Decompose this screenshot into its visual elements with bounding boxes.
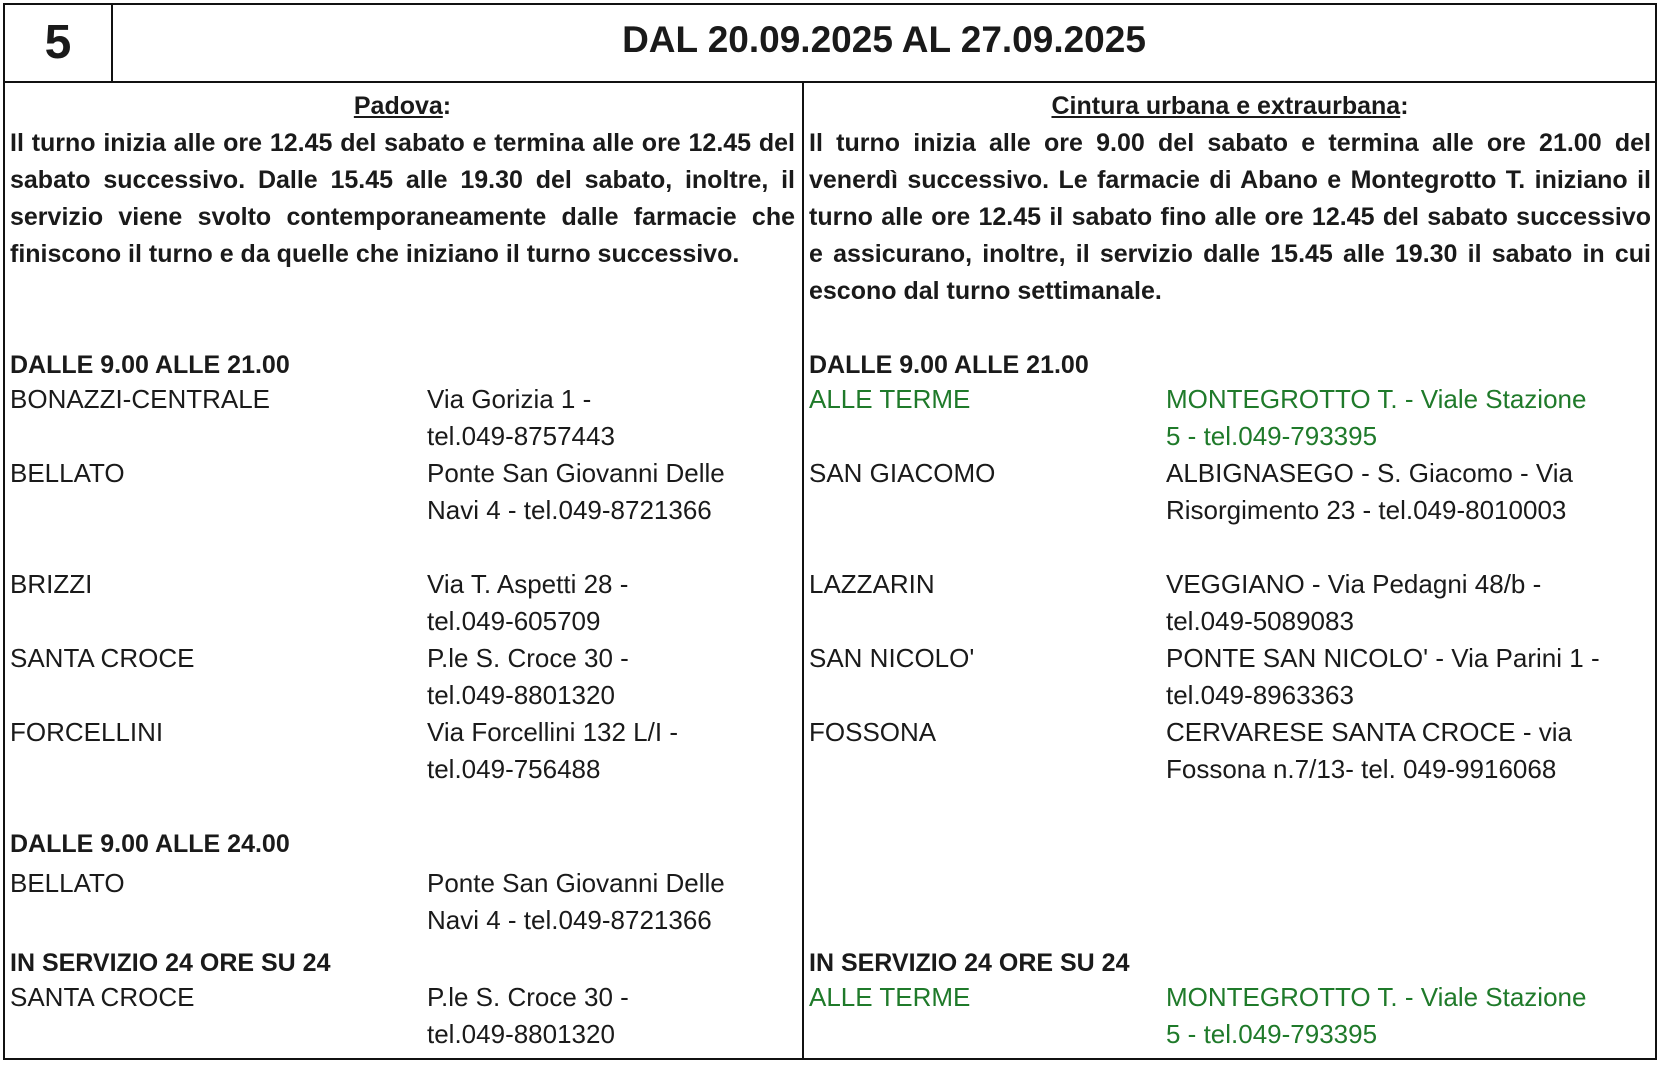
pharmacy-name: SANTA CROCE xyxy=(10,643,195,673)
padova-section-24h: IN SERVIZIO 24 ORE SU 24 xyxy=(10,949,331,977)
pharmacy-roster-table xyxy=(3,3,1657,1060)
pharmacy-name: SANTA CROCE xyxy=(10,982,195,1012)
cintura-heading: Cintura urbana e extraurbana: xyxy=(1051,92,1409,120)
pharmacy-name: BELLATO xyxy=(10,458,125,488)
pharmacy-name: FOSSONA xyxy=(809,717,937,747)
padova-column xyxy=(10,89,795,1058)
header-divider xyxy=(5,81,1655,83)
pharmacy-address: Via Gorizia 1 - tel.049-8757443 xyxy=(427,384,615,451)
pharmacy-name: BRIZZI xyxy=(10,569,93,599)
padova-heading: Padova: xyxy=(353,92,452,120)
pharmacy-name: SAN GIACOMO xyxy=(809,458,996,488)
pharmacy-name: BELLATO xyxy=(10,868,125,898)
cintura-column xyxy=(809,89,1651,1058)
padova-section-day: DALLE 9.00 ALLE 21.00 xyxy=(10,351,290,379)
padova-intro: Il turno inizia alle ore 12.45 del sabato e termina alle ore 12.45 del sabato successivo. Dalle 15.45 alle 19.30 del sabato, inoltre, il servizio viene svolto contemporaneamente dalle farmacie che finiscono il turno e da quelle che iniziano il turno successivo. xyxy=(10,129,795,268)
pharmacy-address: ALBIGNASEGO - S. Giacomo - Via Risorgimento 23 - tel.049-8010003 xyxy=(1166,458,1573,525)
pharmacy-name: SAN NICOLO' xyxy=(809,643,975,673)
pharmacy-address: MONTEGROTTO T. - Viale Stazione 5 - tel.049-793395 xyxy=(1166,982,1587,1049)
pharmacy-name: FORCELLINI xyxy=(10,717,164,747)
pharmacy-address: P.le S. Croce 30 - tel.049-8801320 xyxy=(427,982,629,1049)
cintura-section-24h: IN SERVIZIO 24 ORE SU 24 xyxy=(809,949,1130,977)
pharmacy-address: Via Forcellini 132 L/I - tel.049-756488 xyxy=(427,717,678,784)
pharmacy-address: Via T. Aspetti 28 - tel.049-605709 xyxy=(427,569,629,636)
pharmacy-address: Ponte San Giovanni Delle Navi 4 - tel.049-8721366 xyxy=(427,868,725,935)
pharmacy-name: ALLE TERME xyxy=(809,384,971,414)
pharmacy-address: VEGGIANO - Via Pedagni 48/b - tel.049-5089083 xyxy=(1166,569,1542,636)
pharmacy-address: PONTE SAN NICOLO' - Via Parini 1 - tel.049-8963363 xyxy=(1166,643,1600,710)
pharmacy-name: ALLE TERME xyxy=(809,982,971,1012)
cintura-intro: Il turno inizia alle ore 9.00 del sabato e termina alle ore 21.00 del venerdì successivo. Le farmacie di Abano e Montegrotto T. iniziano il turno alle ore 12.45 il sabato fino alle ore 12.45 del sabato successivo e assicurano, inoltre, il servizio dalle 15.45 alle 19.30 il sabato in cui escono dal turno settimanale. xyxy=(809,129,1651,305)
pharmacy-address: MONTEGROTTO T. - Viale Stazione 5 - tel.049-793395 xyxy=(1166,384,1587,451)
pharmacy-address: P.le S. Croce 30 - tel.049-8801320 xyxy=(427,643,629,710)
pharmacy-address: Ponte San Giovanni Delle Navi 4 - tel.049-8721366 xyxy=(427,458,725,525)
date-range-title: DAL 20.09.2025 AL 27.09.2025 xyxy=(622,19,1146,60)
cintura-section-day: DALLE 9.00 ALLE 21.00 xyxy=(809,351,1089,379)
pharmacy-address: CERVARESE SANTA CROCE - via Fossona n.7/13- tel. 049-9916068 xyxy=(1166,717,1572,784)
pharmacy-name: BONAZZI-CENTRALE xyxy=(10,384,271,414)
pharmacy-name: LAZZARIN xyxy=(809,569,935,599)
padova-section-evening: DALLE 9.00 ALLE 24.00 xyxy=(10,830,290,858)
week-number: 5 xyxy=(44,16,72,69)
column-divider xyxy=(802,81,804,1058)
